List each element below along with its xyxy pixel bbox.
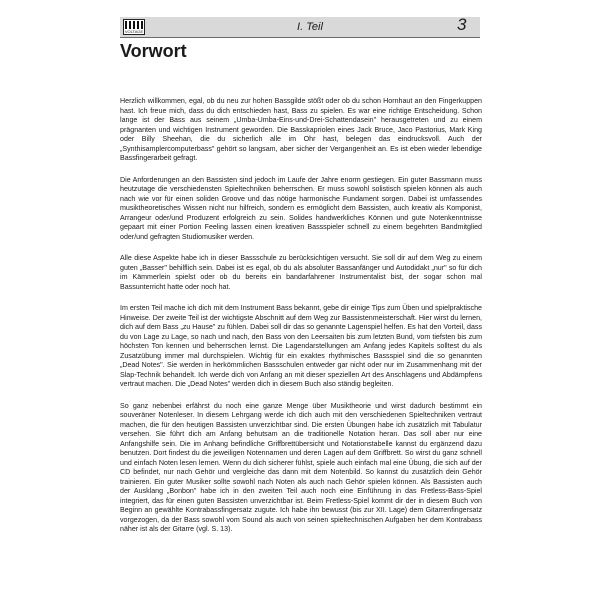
paragraph: So ganz nebenbei erfährst du noch eine ganze Menge über Musiktheorie und wirst dadurch bestimmt ein souveräner Notenleser. In diesem Lehrgang werde ich dich auch mit den verschiedenen Spieltechniken vertraut machen, die für den heutigen Bassisten unverzichtbar sind. Die ersten Übungen habe ich zusätzlich mit Tabulatur versehen. Sie führt dich am Anfang behutsam an die traditionelle Notation heran. Das soll aber nur eine Anfangshilfe sein. Die im Anhang befindliche Griffbrettübersicht und Notationstabelle kannst du ergänzend dazu benutzen. Dort findest du die jeweiligen Notennamen und deren Lagen auf dem Griffbrett. So wirst du ganz schnell und einfach Noten lesen lernen. Wenn du dich sicherer fühlst, spiele auch einfach mal eine Übung, die sich auf der CD befindet, nur nach Gehör und vergleiche das dann mit dem Notenbild. So kannst du zusätzlich dein Gehör trainieren. Ein guter Musiker sollte sowohl nach Noten als auch nach Gehör spielen können. Als Bassisten auch der Ausklang „Bonbon" habe ich in den zweiten Teil auch noch eine Einführung in das Fretless-Bass-Spiel integriert, das für einen guten Bassisten unverzichtbar ist. Beim Fretless-Spiel kommt dir der in diesem Buch von Beginn an gewählte Kontrabassfingersatz zugute. Ich habe ihn bewusst (bis zur XII. Lage) dem Gitarrenfingersatz vorgezogen, da der Bass sowohl vom Sound als auch von seinen spieltechnischen Aufgaben her dem Kontrabass näher ist als der Gitarre (vgl. S. 13). bbox=[120, 401, 482, 533]
page-number: 3 bbox=[457, 15, 467, 34]
paragraph: Herzlich willkommen, egal, ob du neu zur hohen Bassgilde stößt oder ob du schon Hornhaut an den Fingerkuppen hast. Ich freue mich, dass du dich entschieden hast, Bass zu spielen. Es war eine richtige Entscheidung. Schon lange ist der Bass aus seinem „Umba-Umba-Eins-und-Drei-Schattendasein" herausgetreten und zu einem prägnanten und wichtigen Instrument geworden. Die Basskapriolen eines Jack Bruce, Jaco Pastorius, Mark King oder Billy Sheehan, die du sicherlich alle im Ohr hast, belegen das eindrucksvoll. Auch der „Synthisamplercomputerbass" gehört so langsam, aber sicher der Vergangenheit an. Es ist eben wieder lebendige Bassfingerarbeit gefragt. bbox=[120, 97, 482, 162]
body-text bbox=[120, 97, 482, 547]
publisher-logo bbox=[123, 19, 145, 35]
paragraph: Im ersten Teil mache ich dich mit dem Instrument Bass bekannt, gebe dir einige Tips zum Üben und spielpraktische Hinweise. Der zweite Teil ist der wichtigste Abschnitt auf dem Weg zur Bassistenmeisterschaft. Hier wirst du lernen, dich auf dem Bass „zu Hause" zu fühlen. Dabei soll dir das so genannte Lagenspiel helfen. Es hat den Vorteil, dass du von Lage zu Lage, so nach und nach, den Bass von den Leersaiten bis zum letzten Bund, vom tiefsten bis zum höchsten Ton kennen und beherrschen lernst. Die Lagendarstellungen am Anfang jedes Kapitels solltest du als Zusatzübung immer mal durchspielen. Wichtig für ein exaktes rhythmisches Bassspiel sind die so genannten „Dead Notes". Sie werden in herkömmlichen Bassschulen entweder gar nicht oder nur im Zusammenhang mit der Slap-Technik behandelt. Ich werde dich von Anfang an mit dieser speziellen Art des Anschlagens und Abdämpfens vertraut machen. Die „Dead Notes" werden dich in diesem Buch also ständig begleiten. bbox=[120, 304, 482, 388]
paragraph: Alle diese Aspekte habe ich in dieser Bassschule zu berücksichtigen versucht. Sie soll dir auf dem Weg zu einem guten „Basser" behilflich sein. Dabei ist es egal, ob du als absoluter Bassanfänger und Autodidakt „nur" so für dich im Kämmerlein spielst oder ob du bereits ein bandarfahrener Instrumentalist bist, der sogar schon mal Bassunterricht hatte oder noch hat. bbox=[120, 254, 482, 291]
paragraph: Die Anforderungen an den Bassisten sind jedoch im Laufe der Jahre enorm gestiegen. Ein guter Bassmann muss heutzutage die verschiedensten Spieltechniken beherrschen. Er muss sowohl solistisch spielen können als auch nach wie vor für einen soliden Groove und das nötige harmonische Fundament sorgen. Dabei ist umfassendes musiktheoretisches Wissen nicht nur hilfreich, sondern es ermöglicht dem Bassisten, auch kreativ als Komponist, Arrangeur oder/und Produzent erfolgreich zu sein. Solides handwerkliches Können und gute Notenkenntnisse gepaart mit einer Portion Feeling lassen einen kreativen Bassspieler schnell zu einem begehrten Bandmitglied oder/und gefragten Studiomusiker werden. bbox=[120, 175, 482, 241]
logo-text: VOLTAGE bbox=[124, 29, 144, 34]
piano-keys-icon bbox=[125, 21, 143, 29]
section-label: I. Teil bbox=[297, 21, 323, 33]
page-title: Vorwort bbox=[120, 41, 187, 61]
